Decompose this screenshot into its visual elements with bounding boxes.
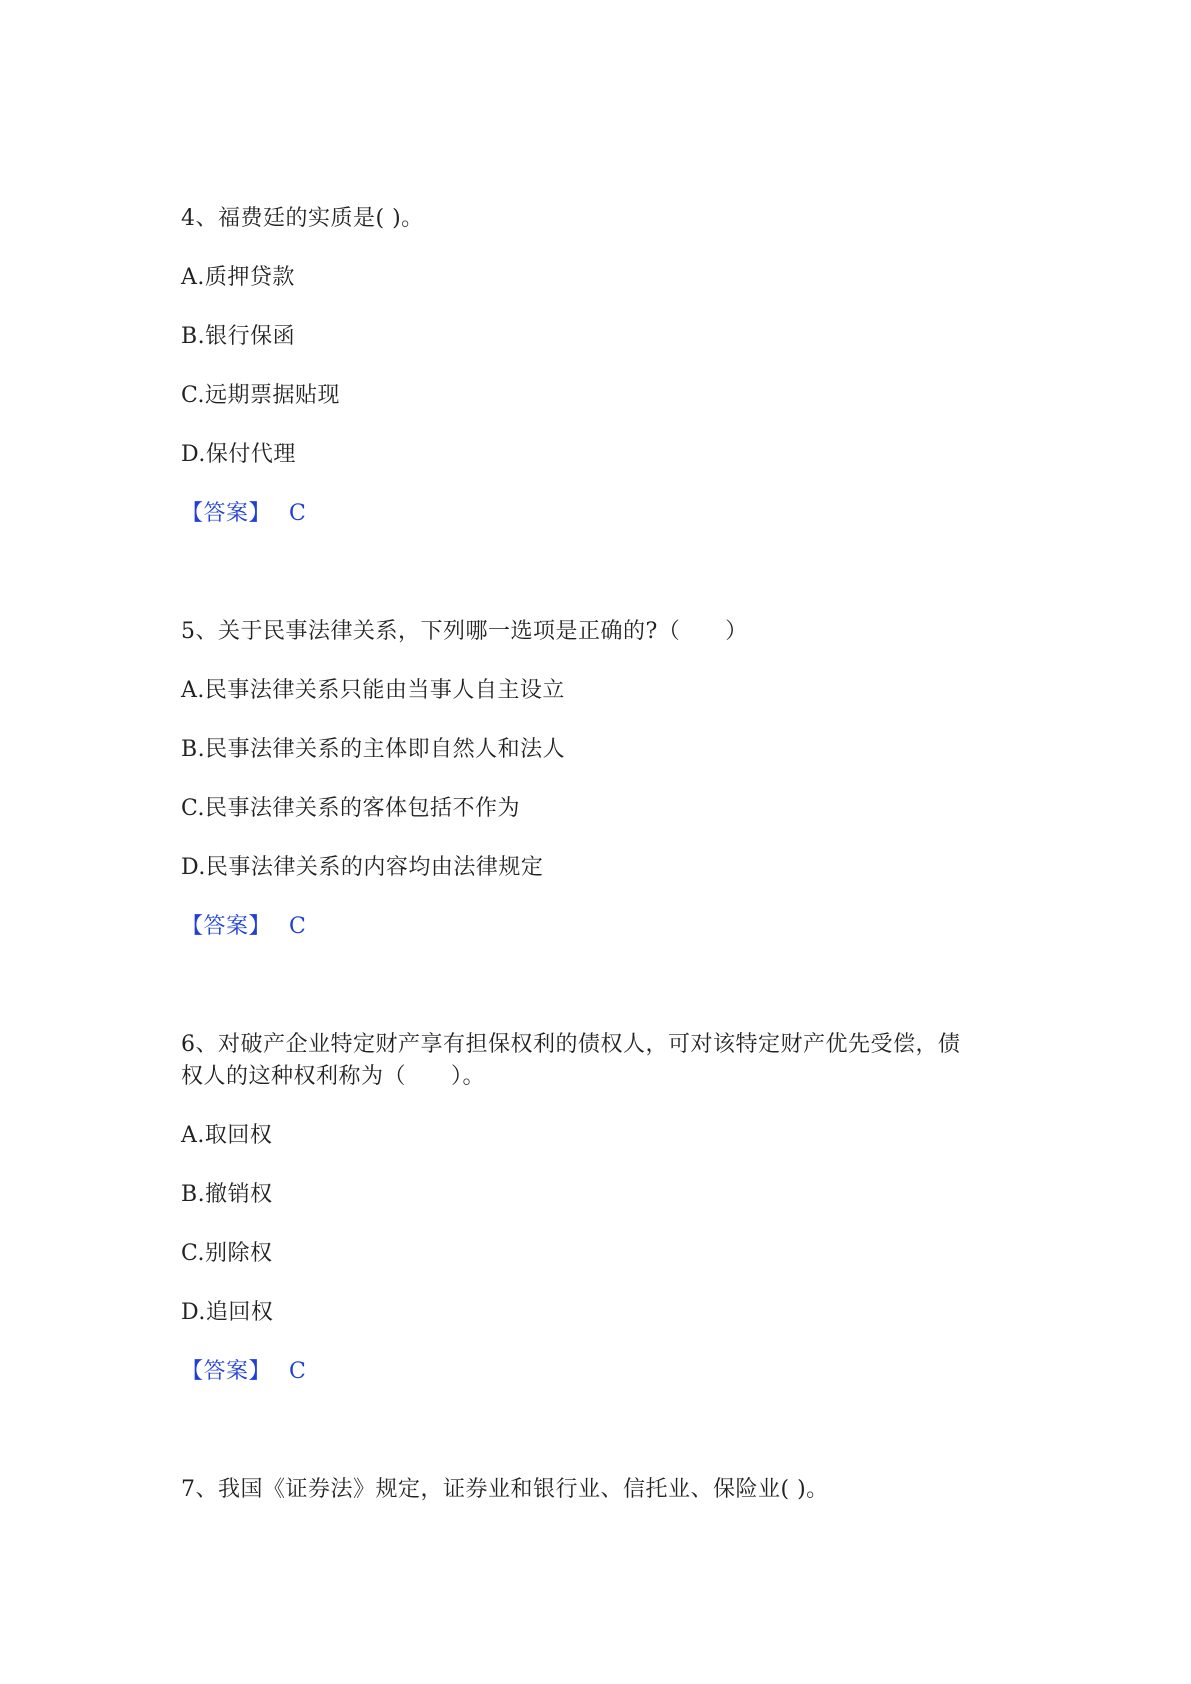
question-6-stem-line-1: 6、对破产企业特定财产享有担保权利的债权人，可对该特定财产优先受偿，债 [181, 1032, 961, 1057]
question-5-answer [181, 911, 306, 943]
question-5-option-d: D.民事法律关系的内容均由法律规定 [181, 855, 544, 880]
question-5-stem: 5、关于民事法律关系，下列哪一选项是正确的?（ ） [181, 619, 748, 644]
question-4-option-c: C.远期票据贴现 [181, 383, 341, 408]
question-5-option-b: B.民事法律关系的主体即自然人和法人 [181, 737, 566, 762]
question-4-option-b: B.银行保函 [181, 324, 296, 349]
answer-label: 【答案】 [181, 1359, 272, 1384]
question-7-stem: 7、我国《证券法》规定，证券业和银行业、信托业、保险业( )。 [181, 1477, 829, 1502]
question-4-option-d: D.保付代理 [181, 442, 296, 467]
question-4-stem: 4、福费廷的实质是( )。 [181, 206, 424, 231]
question-6-option-d: D.追回权 [181, 1300, 274, 1325]
question-6-option-a: A.取回权 [181, 1123, 273, 1148]
question-5-option-a: A.民事法律关系只能由当事人自主设立 [181, 678, 565, 703]
answer-label: 【答案】 [181, 501, 272, 526]
question-6-stem-line-2: 权人的这种权利称为（ ）。 [181, 1064, 486, 1089]
question-6-answer [181, 1356, 306, 1388]
answer-value: C [289, 914, 307, 939]
question-6-option-b: B.撤销权 [181, 1182, 273, 1207]
answer-value: C [289, 501, 307, 526]
question-5-option-c: C.民事法律关系的客体包括不作为 [181, 796, 521, 821]
answer-value: C [289, 1359, 307, 1384]
question-4-answer [181, 498, 306, 530]
question-4-option-a: A.质押贷款 [181, 265, 295, 290]
answer-label: 【答案】 [181, 914, 272, 939]
question-6-option-c: C.别除权 [181, 1241, 273, 1266]
